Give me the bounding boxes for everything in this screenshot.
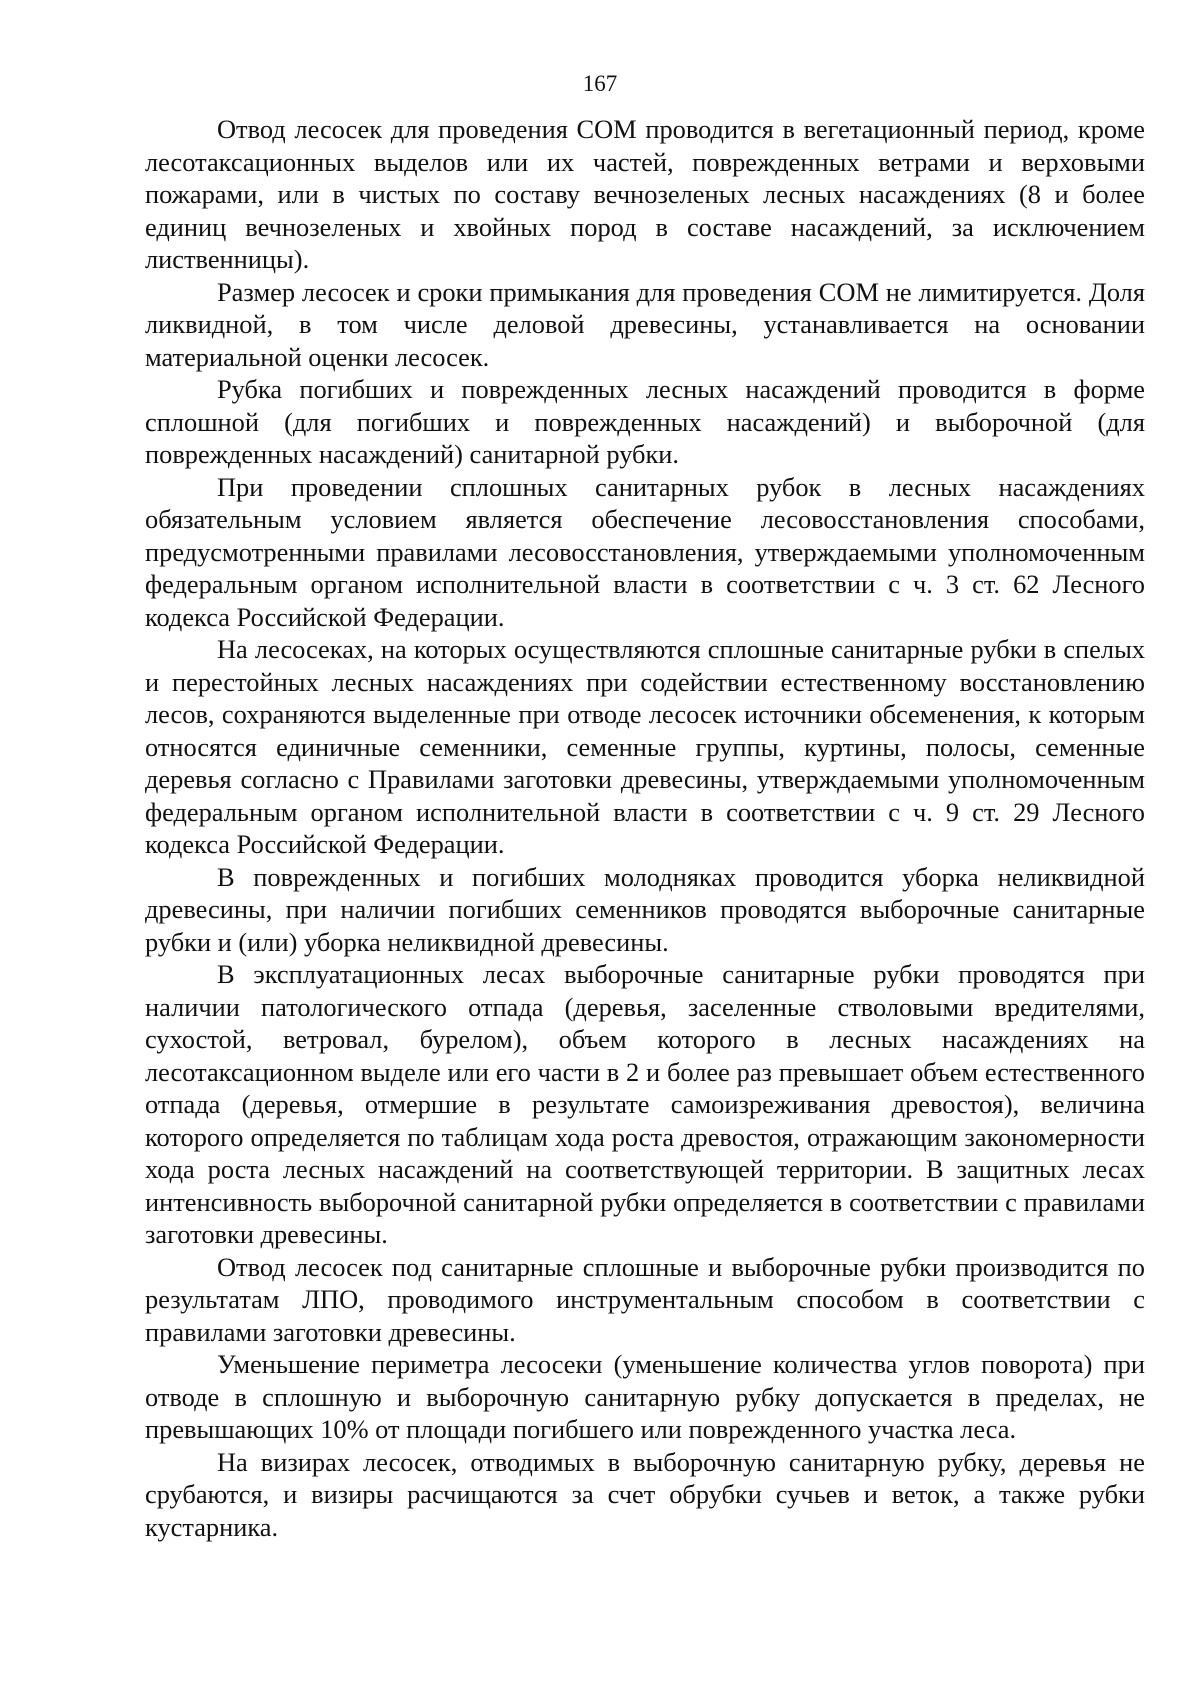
paragraph-6: В поврежденных и погибших молодняках проводится уборка неликвидной древесины, при наличии погибших семенников проводятся выборочные санитарные рубки и (или) уборка неликвидной древесины. [145, 861, 1145, 957]
paragraph-7: В эксплуатационных лесах выборочные санитарные рубки проводятся при наличии патологического отпада (деревья, заселенные стволовыми вредителями, сухостой, ветровал, бурелом), объем которого в лесных насаждениях на лесотаксационном выделе или его части в 2 и более раз превышает объем естественного отпада (деревья, отмершие в результате самоизреживания древостоя), величина которого определяется по таблицам хода роста древостоя, отражающим закономерности хода роста лесных насаждений на соответствующей территории. В защитных лесах интенсивность выборочной санитарной рубки определяется в соответствии с правилами заготовки древесины. [145, 959, 1145, 1249]
page-number: 167 [582, 71, 618, 96]
paragraph-10: На визирах лесосек, отводимых в выборочную санитарную рубку, деревья не срубаются, и визиры расчищаются за счет обрубки сучьев и веток, а также рубки кустарника. [145, 1446, 1145, 1542]
paragraph-8: Отвод лесосек под санитарные сплошные и выборочные рубки производится по результатам ЛПО, проводимого инструментальным способом в соответствии с правилами заготовки древесины. [145, 1251, 1145, 1347]
paragraph-2: Размер лесосек и сроки примыкания для проведения СОМ не лимитируется. Доля ликвидной, в том числе деловой древесины, устанавливается на основании материальной оценки лесосек. [145, 276, 1145, 372]
document-body [145, 113, 1145, 1543]
paragraph-1: Отвод лесосек для проведения СОМ проводится в вегетационный период, кроме лесотаксационных выделов или их частей, поврежденных ветрами и верховыми пожарами, или в чистых по составу вечнозеленых лесных насаждениях (8 и более единиц вечнозеленых и хвойных пород в составе насаждений, за исключением лиственницы). [145, 114, 1145, 274]
paragraph-3: Рубка погибших и поврежденных лесных насаждений проводится в форме сплошной (для погибших и поврежденных насаждений) и выборочной (для поврежденных насаждений) санитарной рубки. [145, 374, 1145, 469]
paragraph-5: На лесосеках, на которых осуществляются сплошные санитарные рубки в спелых и перестойных лесных насаждениях при содействии естественному восстановлению лесов, сохраняются выделенные при отводе лесосек источники обсеменения, к которым относятся единичные семенники, семенные группы, куртины, полосы, семенные деревья согласно с Правилами заготовки древесины, утверждаемыми уполномоченным федеральным органом исполнительной власти в соответствии с ч. 9 ст. 29 Лесного кодекса Российской Федерации. [145, 634, 1145, 859]
paragraph-9: Уменьшение периметра лесосеки (уменьшение количества углов поворота) при отводе в сплошную и выборочную санитарную рубку допускается в пределах, не превышающих 10% от площади погибшего или поврежденного участка леса. [145, 1349, 1145, 1444]
paragraph-4: При проведении сплошных санитарных рубок в лесных насаждениях обязательным условием является обеспечение лесовосстановления способами, предусмотренными правилами лесовосстановления, утверждаемыми уполномоченным федеральным органом исполнительной власти в соответствии с ч. 3 ст. 62 Лесного кодекса Российской Федерации. [145, 471, 1145, 632]
